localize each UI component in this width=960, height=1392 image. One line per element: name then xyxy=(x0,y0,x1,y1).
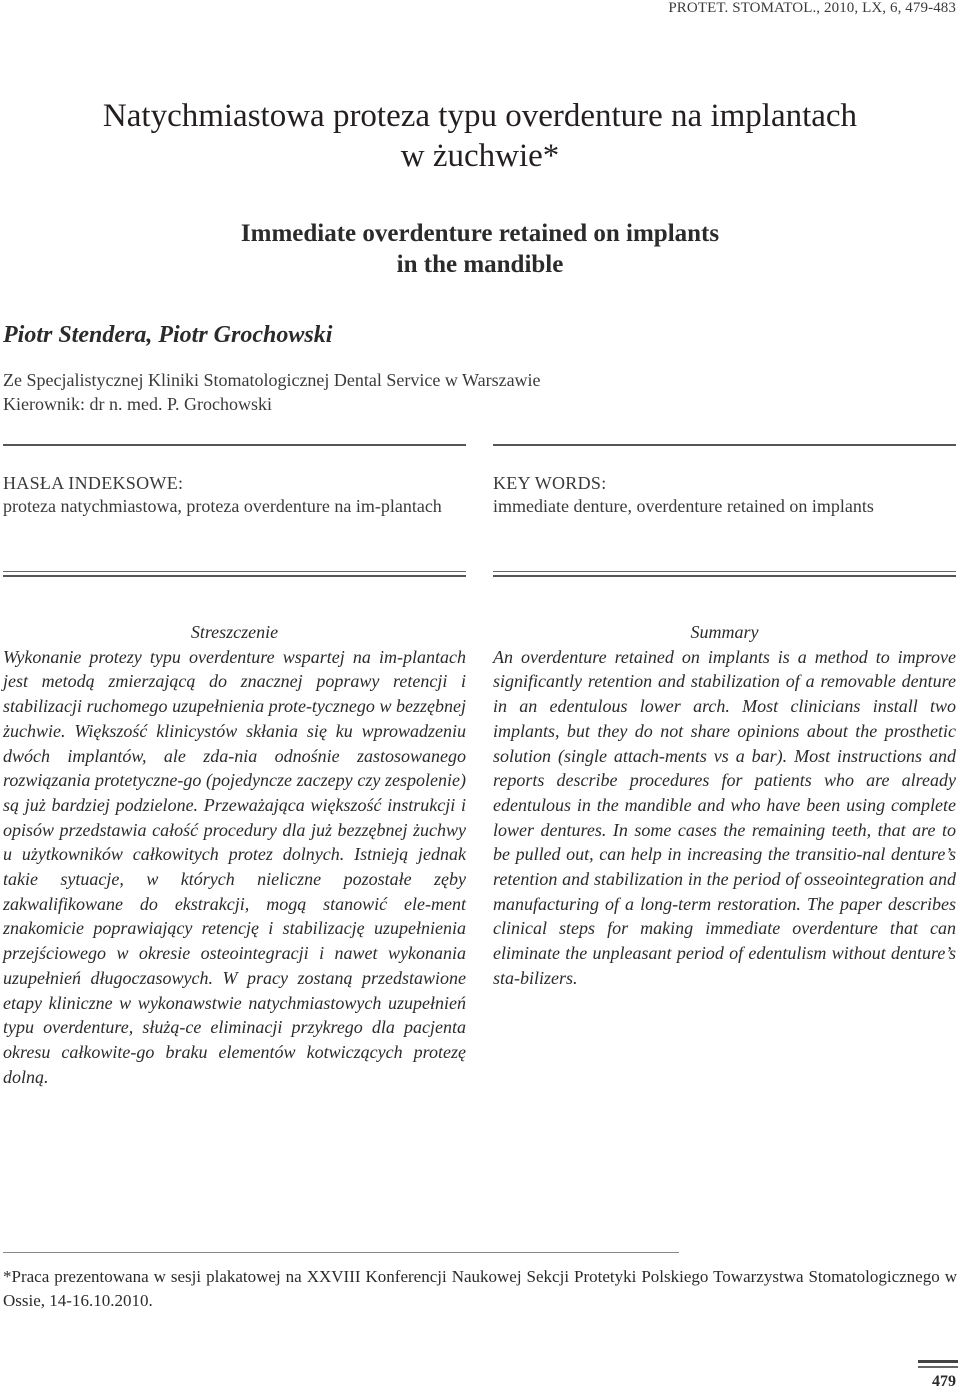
subtitle-line-1: Immediate overdenture retained on implants xyxy=(240,220,720,247)
title-line-2: w żuchwie* xyxy=(400,138,560,174)
journal-reference: PROTET. STOMATOL., 2010, LX, 6, 479-483 xyxy=(668,0,956,16)
keywords-english-box xyxy=(493,444,956,519)
abstract-english-text: An overdenture retained on implants is a method to improve significantly retention and stabilization of a removable denture in an edentulous lower arch. Most clinicians install two implants, but they do not share opinions about the prosthetic solution (single attach-ments vs a bar). Most instructions and reports describe procedures for patients who are already edentulous in the mandible and who have been using complete lower dentures. In some cases the remaining teeth, that are to be pulled out, can help in increasing the transitio-nal denture’s retention and stabilization in the period of osseointegration and manufacturing of a long-term restoration. The paper describes clinical steps for making immediate overdenture that can eliminate the unpleasant period of edentulism without denture’s sta-bilizers. xyxy=(493,646,956,988)
page-number-rule xyxy=(918,1360,958,1363)
keywords-polish-text: proteza natychmiastowa, proteza overdenture na im-plantach xyxy=(3,496,442,516)
footnote-rule xyxy=(3,1252,679,1253)
affiliation xyxy=(3,368,541,416)
affiliation-clinic: Ze Specjalistycznej Kliniki Stomatologicznej Dental Service w Warszawie xyxy=(3,370,541,390)
abstract-english xyxy=(493,620,956,991)
page-number-rule xyxy=(918,1366,958,1368)
abstract-polish-text: Wykonanie protezy typu overdenture wspartej na im-plantach jest metodą zmierzającą do znacznej poprawy retencji i stabilizacji ruchomego uzupełnienia prote-tycznego w bezzębnej żuchwie. Większość klinicystów skłania się ku wprowadzeniu dwóch implantów, ale zda-nia odnośnie zastosowanego rozwiązania protetyczne-go (pojedyncze zaczepy czy zespolenie) są już bardziej podzielone. Przeważająca większość instrukcji i opisów przedstawia całość procedury dla już bezzębnej żuchwy u użytkowników całkowitych protez dolnych. Istnieją jednak takie sytuacje, w których nieliczne pozostałe zęby zakwalifikowane do ekstrakcji, mogą stanowić ele-ment znakomicie poprawiający retencję i stabilizację uzupełnienia przejściowego w okresie osteointegracji i nawet wykonania uzupełnień długoczasowych. W pracy zostaną przedstawione etapy kliniczne w wykonawstwie natychmiastowych uzupełnień typu overdenture, służą-ce eliminacji przykrego dla pacjenta okresu całkowite-go braku elementów kotwiczących protezę dolną. xyxy=(3,646,466,1087)
article-title-polish xyxy=(0,96,960,176)
keywords-english-heading: KEY WORDS: xyxy=(493,473,607,493)
keywords-polish-heading: HASŁA INDEKSOWE: xyxy=(3,473,184,493)
title-line-1: Natychmiastowa proteza typu overdenture na implantach xyxy=(102,98,858,134)
keywords-top-rule xyxy=(3,444,466,446)
keywords-bottom-rule xyxy=(493,571,956,577)
keywords-english-text: immediate denture, overdenture retained on implants xyxy=(493,496,874,516)
keywords-top-rule xyxy=(493,444,956,446)
subtitle-line-2: in the mandible xyxy=(396,251,564,278)
abstract-polish xyxy=(3,620,466,1089)
page-number: 479 xyxy=(932,1373,956,1390)
keywords-bottom-rule xyxy=(3,571,466,577)
abstract-english-heading: Summary xyxy=(690,622,759,642)
footnote: *Praca prezentowana w sesji plakatowej na XXVIII Konferencji Naukowej Sekcji Protetyki Polskiego Towarzystwa Stomatologicznego w Ossie, 14-16.10.2010. xyxy=(3,1267,957,1310)
article-title-english xyxy=(0,218,960,280)
abstract-polish-heading: Streszczenie xyxy=(190,622,279,642)
authors: Piotr Stendera, Piotr Grochowski xyxy=(3,322,333,348)
keywords-polish-box xyxy=(3,444,466,519)
affiliation-head: Kierownik: dr n. med. P. Grochowski xyxy=(3,394,272,414)
